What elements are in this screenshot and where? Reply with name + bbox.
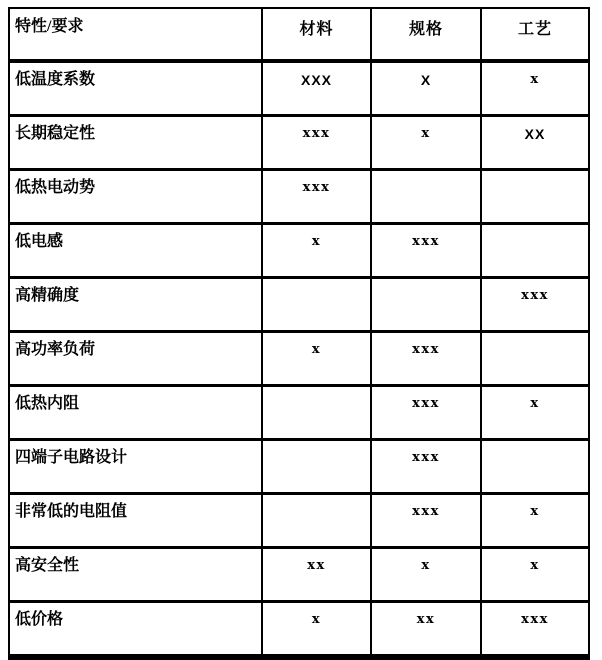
material-mark-cell	[262, 440, 371, 494]
header-row	[9, 8, 589, 61]
table-row	[9, 494, 589, 548]
feature-cell: 高精确度	[9, 278, 262, 332]
feature-cell: 四端子电路设计	[9, 440, 262, 494]
feature-cell: 低温度系数	[9, 61, 262, 116]
feature-cell: 低电感	[9, 224, 262, 278]
feature-cell: 低热电动势	[9, 170, 262, 224]
material-mark-cell: xxx	[262, 116, 371, 170]
feature-cell: 低热内阻	[9, 386, 262, 440]
process-mark-cell	[481, 440, 589, 494]
material-mark-cell: xxx	[262, 170, 371, 224]
table-row	[9, 332, 589, 386]
process-mark-cell: xxx	[481, 278, 589, 332]
feature-cell: 高功率负荷	[9, 332, 262, 386]
feature-cell: 长期稳定性	[9, 116, 262, 170]
spec-mark-cell	[371, 170, 481, 224]
process-mark-cell: x	[481, 494, 589, 548]
spec-mark-cell	[371, 278, 481, 332]
header-feature-requirement: 特性/要求	[9, 8, 262, 61]
process-mark-cell: x	[481, 61, 589, 116]
feature-cell: 高安全性	[9, 548, 262, 602]
table-row	[9, 170, 589, 224]
table-row	[9, 440, 589, 494]
process-mark-cell: x	[481, 548, 589, 602]
material-mark-cell: x	[262, 332, 371, 386]
table-row	[9, 61, 589, 116]
material-mark-cell	[262, 278, 371, 332]
spec-mark-cell: xxx	[371, 440, 481, 494]
process-mark-cell: XX	[481, 116, 589, 170]
spec-mark-cell: xxx	[371, 386, 481, 440]
process-mark-cell: x	[481, 386, 589, 440]
material-mark-cell: XXX	[262, 61, 371, 116]
process-mark-cell	[481, 170, 589, 224]
header-material: 材料	[262, 8, 371, 61]
table-header	[9, 8, 589, 61]
feature-cell: 非常低的电阻值	[9, 494, 262, 548]
spec-mark-cell: xxx	[371, 494, 481, 548]
material-mark-cell: x	[262, 224, 371, 278]
material-mark-cell: xx	[262, 548, 371, 602]
table-row	[9, 116, 589, 170]
material-mark-cell	[262, 386, 371, 440]
material-mark-cell	[262, 494, 371, 548]
table-row	[9, 602, 589, 658]
spec-mark-cell: X	[371, 61, 481, 116]
requirements-matrix-table	[8, 7, 590, 660]
table-body	[9, 61, 589, 657]
spec-mark-cell: x	[371, 116, 481, 170]
table-row	[9, 548, 589, 602]
table-row	[9, 278, 589, 332]
table-row	[9, 224, 589, 278]
spec-mark-cell: x	[371, 548, 481, 602]
material-mark-cell: x	[262, 602, 371, 658]
spec-mark-cell: xxx	[371, 332, 481, 386]
process-mark-cell	[481, 224, 589, 278]
header-spec: 规格	[371, 8, 481, 61]
process-mark-cell: xxx	[481, 602, 589, 658]
header-process: 工艺	[481, 8, 589, 61]
table-row	[9, 386, 589, 440]
spec-mark-cell: xx	[371, 602, 481, 658]
spec-mark-cell: xxx	[371, 224, 481, 278]
process-mark-cell	[481, 332, 589, 386]
feature-cell: 低价格	[9, 602, 262, 658]
